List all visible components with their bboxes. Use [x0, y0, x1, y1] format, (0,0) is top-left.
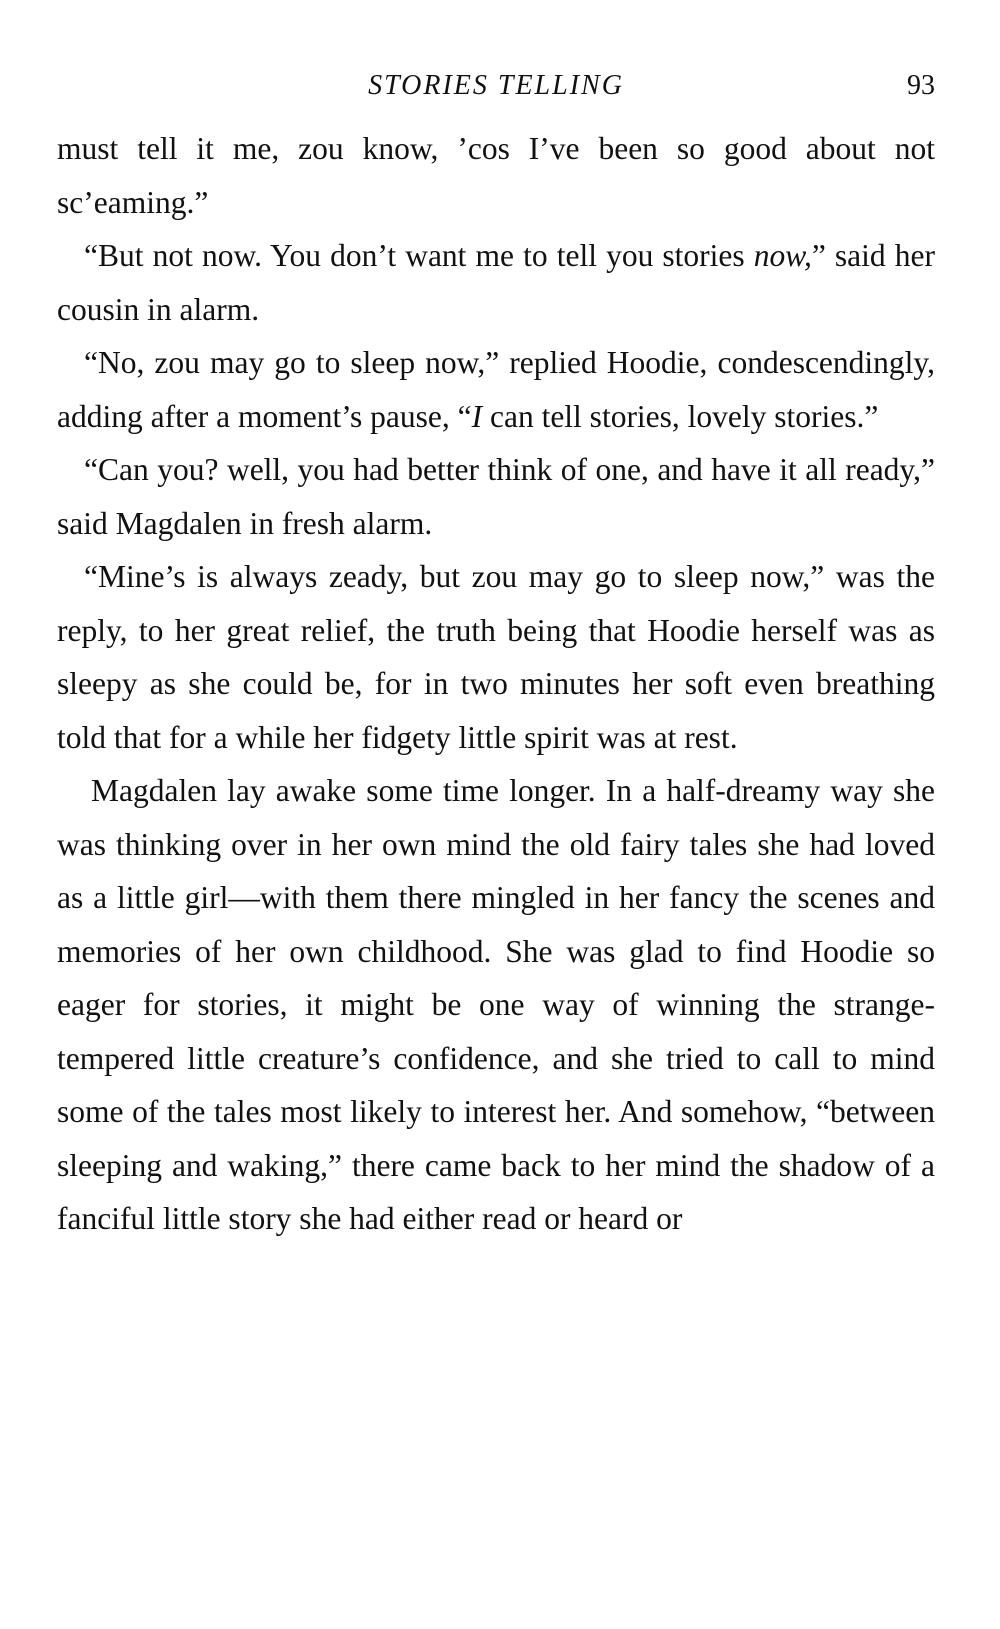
paragraph-text: “But not now. You don’t want me to tell you stories	[84, 238, 754, 273]
paragraph: “Can you? well, you had better think of one, and have it all ready,” said Magdalen in fresh alarm.	[57, 452, 935, 541]
paragraph	[57, 336, 935, 443]
paragraph: Magdalen lay awake some time longer. In a half-dreamy way she was thinking over in her own mind the old fairy tales she had loved as a little girl—with them there mingled in her fancy the scenes and memories of her own childhood. She was glad to find Hoodie so eager for stories, it might be one way of winning the strange-tempered little creature’s confidence, and she tried to call to mind some of the tales most likely to interest her. And somehow, “between sleeping and waking,” there came back to her mind the shadow of a fanciful little story she had either read or heard or	[57, 773, 935, 1236]
book-page	[57, 70, 935, 1246]
paragraph-text: can tell stories, lovely stories.”	[482, 398, 879, 434]
page-number: 93	[907, 70, 935, 101]
paragraph-text: ” said her cousin in alarm.	[57, 238, 935, 327]
paragraph: “Mine’s is always zeady, but zou may go to sleep now,” was the reply, to her great relief, the truth being that Hoodie herself was as sleepy as she could be, for in two minutes her soft even breathing told that for a while her fidgety little spirit was at rest.	[57, 559, 935, 755]
body-text	[57, 122, 935, 1246]
paragraph-text: “No, zou may go to sleep now,” replied Hoodie, condescendingly, adding after a moment’s pause, “	[57, 345, 935, 434]
paragraph-continuation: must tell it me, zou know, ’cos I’ve been so good about not sc’eaming.”	[57, 131, 935, 220]
emphasized-text: now,	[753, 238, 812, 273]
running-title: STORIES TELLING	[368, 70, 624, 101]
running-header	[57, 70, 935, 122]
paragraph	[57, 229, 935, 336]
emphasized-text: I	[471, 398, 483, 434]
